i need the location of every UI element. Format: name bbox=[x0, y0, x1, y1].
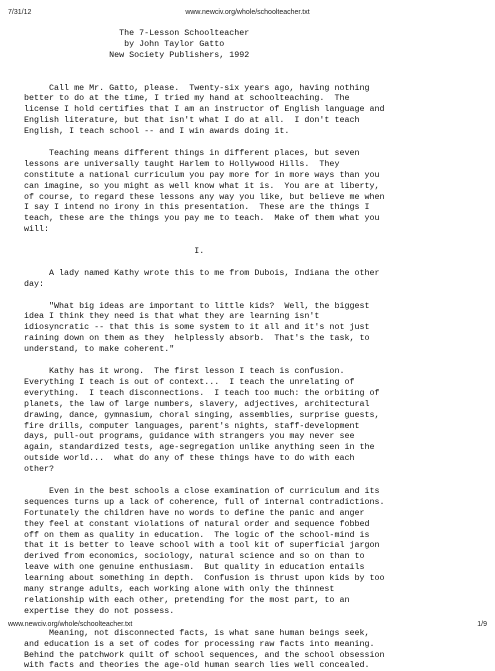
blank-line bbox=[24, 61, 484, 72]
text-line: English literature, but that isn't what I do at all. I don't teach bbox=[24, 115, 360, 126]
text-line: better to do at the time, I tried my hand at schoolteaching. The bbox=[24, 93, 350, 104]
text-line: Behind the patchwork quilt of school sequences, and the school obsession bbox=[24, 649, 385, 660]
header-url: www.newciv.org/whole/schoolteacher.txt bbox=[185, 9, 310, 16]
text-line: fire drills, computer languages, parent's nights, staff-development bbox=[24, 420, 360, 431]
text-line: teach, these are the things you pay me to teach. Make of them what you bbox=[24, 213, 380, 224]
text-line: raining down on them as they helplessly absorb. That's the task, to bbox=[24, 333, 370, 344]
blank-line bbox=[24, 235, 484, 246]
title-line: New Society Publishers, 1992 bbox=[24, 49, 250, 60]
text-line: again, standardized tests, age-segregation unlike anything seen in the bbox=[24, 442, 375, 453]
text-line: derived from economics, sociology, natural science and so on than to bbox=[24, 551, 365, 562]
page-number: 1/9 bbox=[477, 621, 487, 628]
text-line: day: bbox=[24, 278, 45, 289]
text-line: relationship with each other, pretending for the most part, to an bbox=[24, 595, 350, 605]
text-line: sequences turns up a lack of coherence, full of internal contradictions. bbox=[24, 496, 385, 507]
text-line: Kathy has it wrong. The first lesson I teach is confusion. bbox=[24, 365, 345, 376]
text-line: of course, to regard these lessons any way you like, but believe me when bbox=[24, 191, 385, 202]
text-line: expertise they do not possess. bbox=[24, 605, 175, 616]
text-line: other? bbox=[24, 464, 55, 475]
text-line: idea I think they need is that what they are learning isn't bbox=[24, 311, 320, 322]
text-line: I say I intend no irony in this presentation. These are the things I bbox=[24, 202, 370, 213]
text-line: English, I teach school -- and I win awards doing it. bbox=[24, 126, 290, 137]
blank-line bbox=[24, 72, 484, 83]
text-line: understand, to make coherent." bbox=[24, 344, 175, 355]
text-line: with facts and theories the age-old human search lies well concealed. bbox=[24, 660, 370, 671]
page-footer bbox=[8, 621, 487, 631]
text-line: leave with one genuine enthusiasm. But quality in education entails bbox=[24, 562, 365, 573]
blank-line bbox=[24, 355, 484, 366]
text-line: Fortunately the children have no words to define the panic and anger bbox=[24, 507, 365, 518]
text-line: days, pull-out programs, guidance with strangers you may never see bbox=[24, 431, 355, 442]
text-line: can imagine, so you might as well know what it is. You are at liberty, bbox=[24, 180, 380, 191]
text-line: they feel at constant violations of natural order and sequence fobbed bbox=[24, 518, 370, 529]
text-line: Even in the best schools a close examination of curriculum and its bbox=[24, 485, 380, 496]
text-line: Call me Mr. Gatto, please. Twenty-six years ago, having nothing bbox=[24, 82, 370, 93]
text-line: Everything I teach is out of context... I teach the unrelating of bbox=[24, 376, 355, 387]
text-line: planets, the law of large numbers, slavery, adjectives, architectural bbox=[24, 398, 370, 409]
text-line: constitute a national curriculum you pay more for in more ways than you bbox=[24, 169, 380, 180]
text-line: A lady named Kathy wrote this to me from Dubois, Indiana the other bbox=[24, 267, 380, 278]
document-body bbox=[24, 28, 484, 671]
text-line: "What big ideas are important to little kids? Well, the biggest bbox=[24, 300, 370, 311]
text-line: that it is better to leave school with a tool kit of superficial jargon bbox=[24, 540, 380, 551]
title-line: by John Taylor Gatto bbox=[24, 38, 225, 49]
page-header bbox=[8, 9, 487, 19]
text-line: learning about something in depth. Confusion is thrust upon kids by too bbox=[24, 573, 385, 584]
footer-url: www.newciv.org/whole/schoolteacher.txt bbox=[8, 621, 133, 628]
text-line: Teaching means different things in different places, but seven bbox=[24, 147, 360, 158]
text-line: outside world... what do any of these things have to do with each bbox=[24, 453, 355, 464]
text-line: idiosyncratic -- that this is some system to it all and it's not just bbox=[24, 322, 370, 333]
blank-line bbox=[24, 257, 484, 268]
text-line: off on them as quality in education. The logic of the school-mind is bbox=[24, 529, 370, 540]
text-line: and education is a set of codes for processing raw facts into meaning. bbox=[24, 638, 375, 649]
text-line: will: bbox=[24, 224, 50, 235]
text-line: I. bbox=[24, 246, 205, 257]
text-line: drawing, dance, gymnasium, choral singing, assemblies, surprise guests, bbox=[24, 409, 380, 420]
title-line: The 7-Lesson Schoolteacher bbox=[24, 28, 250, 38]
text-line: lessons are universally taught Harlem to Hollywood Hills. They bbox=[24, 158, 340, 169]
text-line: many strange adults, each working alone with only the thinnest bbox=[24, 584, 335, 595]
blank-line bbox=[24, 475, 484, 486]
blank-line bbox=[24, 290, 484, 301]
text-line: license I hold certifies that I am an instructor of English language and bbox=[24, 104, 385, 115]
blank-line bbox=[24, 137, 484, 148]
print-date: 7/31/12 bbox=[8, 9, 32, 16]
text-line: everything. I teach disconnections. I teach too much: the orbiting of bbox=[24, 387, 380, 398]
text-line: Meaning, not disconnected facts, is what sane human beings seek, bbox=[24, 627, 370, 638]
